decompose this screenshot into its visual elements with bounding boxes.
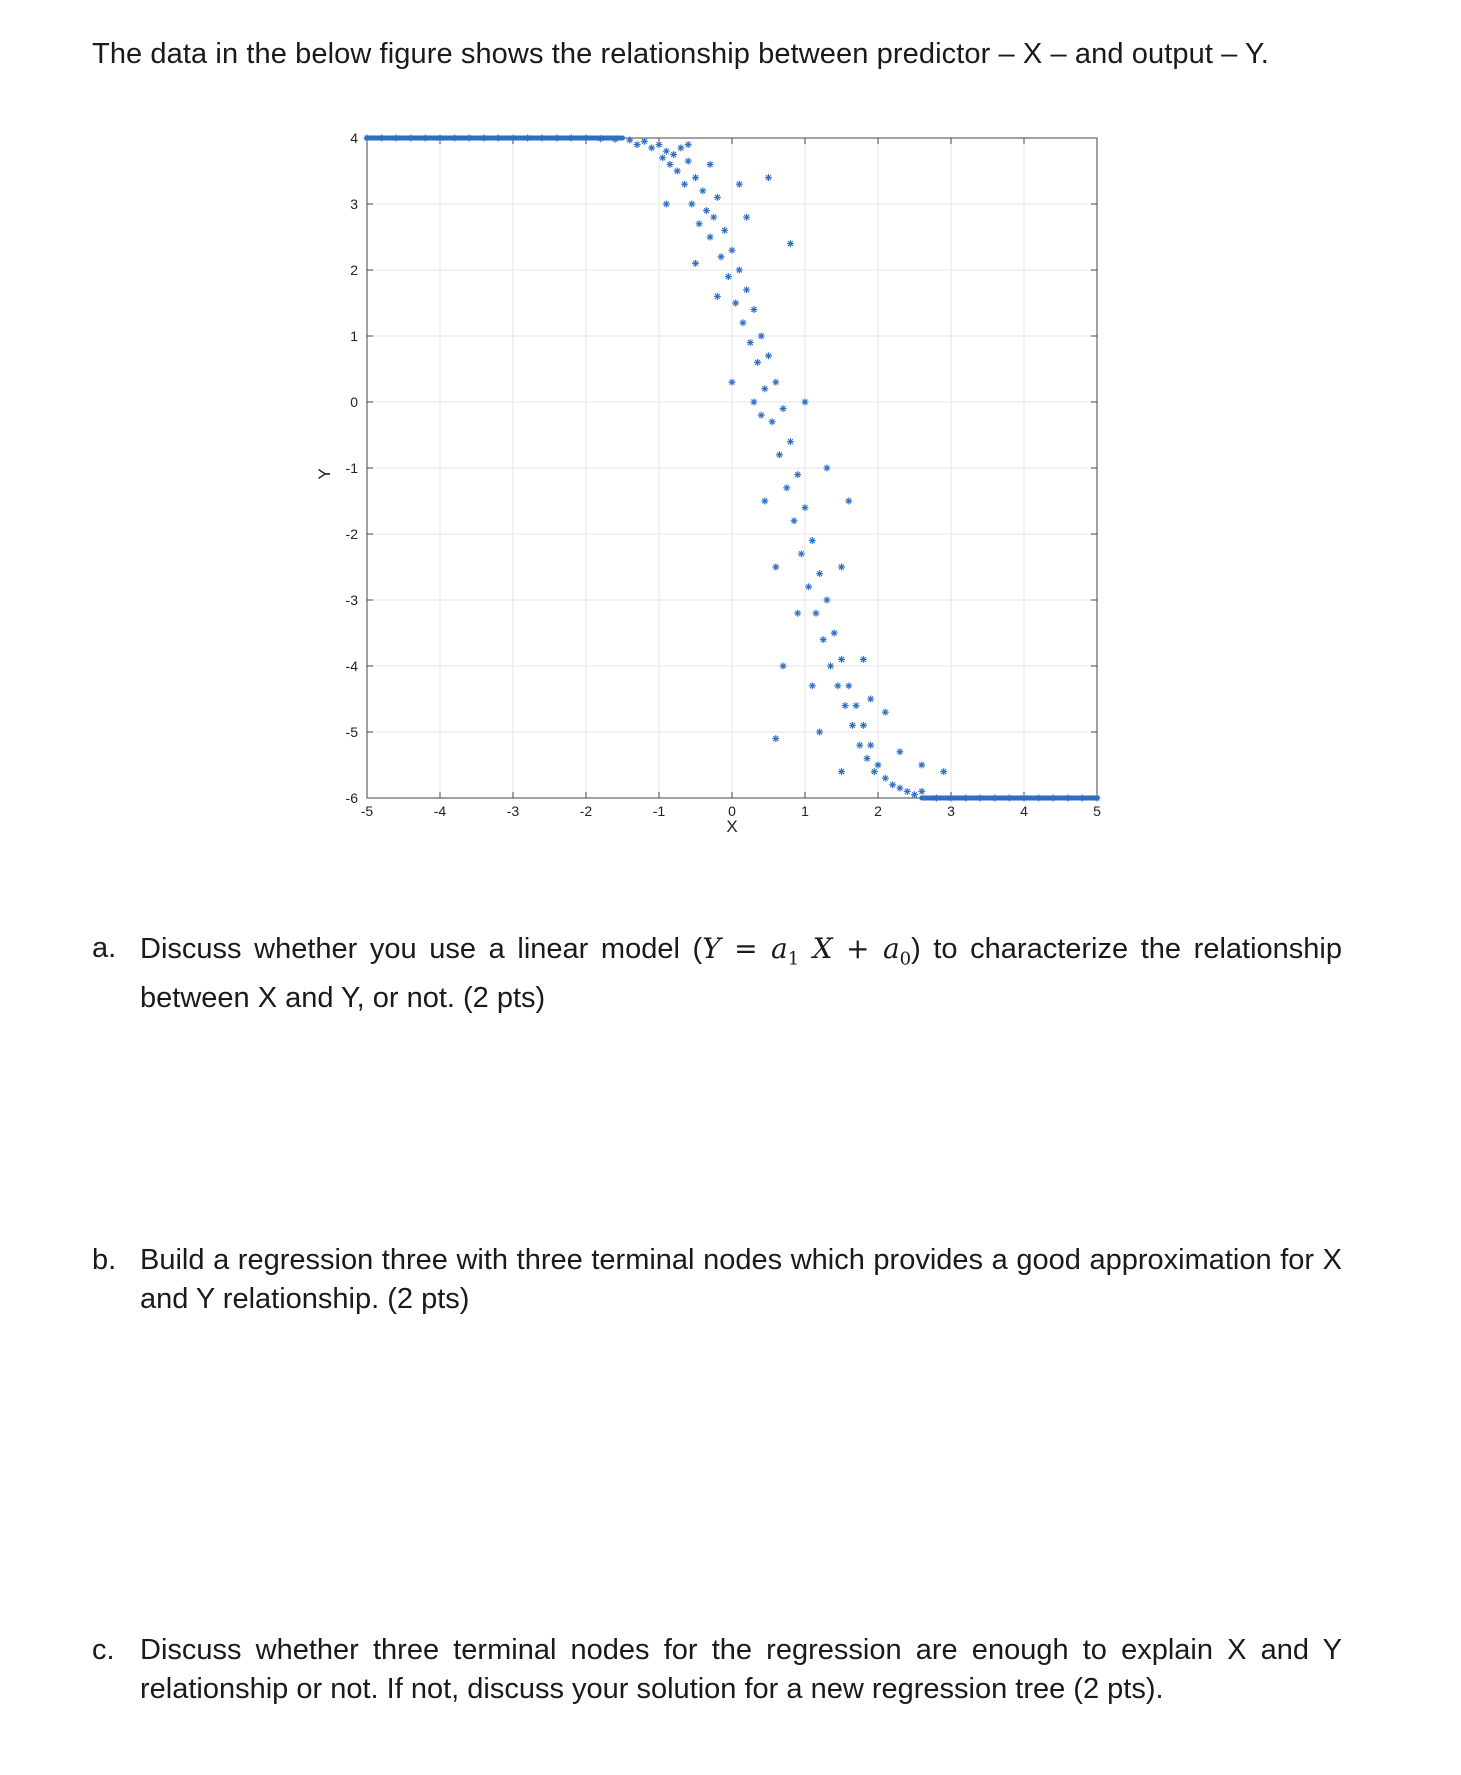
data-point bbox=[754, 359, 761, 366]
data-point bbox=[838, 656, 845, 663]
question-b-text: Build a regression three with three terminal nodes which provides a good approximation for X and Y relationship. (2 pts) bbox=[140, 1244, 1342, 1315]
data-point bbox=[809, 682, 816, 689]
data-point bbox=[772, 735, 779, 742]
data-point bbox=[780, 405, 787, 412]
data-point bbox=[820, 636, 827, 643]
y-tick-label: 3 bbox=[350, 196, 358, 212]
data-point bbox=[641, 138, 648, 145]
data-point bbox=[656, 141, 663, 148]
data-point bbox=[823, 465, 830, 472]
intro-text: The data in the below figure shows the relationship between predictor – X – and output – Y. bbox=[92, 38, 1269, 70]
data-point bbox=[867, 742, 874, 749]
data-point bbox=[707, 234, 714, 241]
question-b bbox=[92, 1241, 1342, 1319]
data-point bbox=[710, 214, 717, 221]
x-tick-label: -1 bbox=[652, 803, 666, 819]
x-tick-label: 2 bbox=[874, 803, 882, 819]
x-tick-label: -2 bbox=[579, 803, 593, 819]
data-point bbox=[812, 610, 819, 617]
data-point bbox=[681, 181, 688, 188]
y-tick-label: 0 bbox=[350, 394, 358, 410]
data-point bbox=[911, 791, 918, 798]
data-point bbox=[794, 471, 801, 478]
data-point bbox=[721, 227, 728, 234]
data-point bbox=[707, 161, 714, 168]
data-point bbox=[583, 135, 590, 142]
data-point bbox=[750, 399, 757, 406]
y-tick-label: -1 bbox=[345, 460, 358, 476]
data-point bbox=[732, 300, 739, 307]
question-c-text: Discuss whether three terminal nodes for the regression are enough to explain X and Y relationship or not. If not, discuss your solution for a new regression tree (2 pts). bbox=[140, 1634, 1342, 1705]
x-tick-label: -4 bbox=[433, 803, 447, 819]
data-point bbox=[677, 144, 684, 151]
data-point bbox=[805, 583, 812, 590]
data-point bbox=[772, 564, 779, 571]
data-point bbox=[780, 663, 787, 670]
data-point bbox=[758, 333, 765, 340]
data-point bbox=[896, 785, 903, 792]
data-point bbox=[856, 742, 863, 749]
data-point bbox=[834, 682, 841, 689]
data-point bbox=[853, 702, 860, 709]
x-tick-label: -5 bbox=[360, 803, 374, 819]
data-point bbox=[729, 247, 736, 254]
data-point bbox=[685, 158, 692, 165]
data-point bbox=[867, 696, 874, 703]
question-a-label: a. bbox=[92, 932, 117, 964]
data-point bbox=[882, 709, 889, 716]
axis-ticks bbox=[346, 130, 1102, 819]
question-a: a. Discuss whether you use a linear model ($Y = a_1$ $X + a_0$) to characterize the relationship between X and Y, or not. (2 pts) bbox=[92, 929, 1342, 1018]
data-point bbox=[809, 537, 816, 544]
data-point bbox=[918, 762, 925, 769]
data-point bbox=[816, 570, 823, 577]
question-c bbox=[92, 1631, 1342, 1709]
data-point bbox=[842, 702, 849, 709]
scatter-plot bbox=[300, 120, 1120, 860]
data-point bbox=[743, 214, 750, 221]
y-tick-label: 1 bbox=[350, 328, 358, 344]
data-point bbox=[692, 260, 699, 267]
data-point bbox=[948, 795, 955, 802]
data-point bbox=[634, 141, 641, 148]
data-point bbox=[838, 564, 845, 571]
data-point bbox=[798, 550, 805, 557]
data-point bbox=[1079, 795, 1086, 802]
data-point bbox=[802, 399, 809, 406]
data-point bbox=[750, 306, 757, 313]
data-point bbox=[670, 151, 677, 158]
x-tick-label: 4 bbox=[1020, 803, 1028, 819]
x-tick-label: 5 bbox=[1093, 803, 1101, 819]
data-point bbox=[696, 220, 703, 227]
data-point bbox=[736, 181, 743, 188]
question-b-label: b. bbox=[92, 1244, 117, 1276]
data-point bbox=[714, 194, 721, 201]
data-point bbox=[761, 385, 768, 392]
data-point bbox=[699, 187, 706, 194]
data-point bbox=[718, 253, 725, 260]
question-a-text-before: Discuss whether you use a linear model ( bbox=[140, 933, 703, 965]
y-tick-label: 4 bbox=[350, 130, 358, 146]
data-point bbox=[739, 319, 746, 326]
data-point bbox=[663, 148, 670, 155]
data-point bbox=[776, 451, 783, 458]
data-point bbox=[765, 352, 772, 359]
data-point bbox=[743, 286, 750, 293]
x-tick-label: -3 bbox=[506, 803, 520, 819]
x-tick-label: 1 bbox=[801, 803, 809, 819]
plot-grid bbox=[367, 138, 1097, 798]
data-point bbox=[823, 597, 830, 604]
data-point bbox=[918, 788, 925, 795]
y-tick-label: 2 bbox=[350, 262, 358, 278]
data-point bbox=[791, 517, 798, 524]
data-point bbox=[725, 273, 732, 280]
data-point bbox=[864, 755, 871, 762]
data-point bbox=[747, 339, 754, 346]
data-point bbox=[787, 438, 794, 445]
data-point bbox=[772, 379, 779, 386]
data-point bbox=[674, 168, 681, 175]
linear-model-formula: $Y = a_1$ $X + a_0$ bbox=[702, 932, 912, 970]
data-point bbox=[802, 504, 809, 511]
data-point bbox=[860, 722, 867, 729]
data-point bbox=[659, 154, 666, 161]
data-point bbox=[860, 656, 867, 663]
data-point bbox=[875, 762, 882, 769]
data-point bbox=[816, 729, 823, 736]
data-point bbox=[729, 379, 736, 386]
data-point bbox=[765, 174, 772, 181]
data-point bbox=[849, 722, 856, 729]
data-point bbox=[831, 630, 838, 637]
data-point bbox=[1035, 795, 1042, 802]
data-point bbox=[1021, 795, 1028, 802]
data-point bbox=[714, 293, 721, 300]
y-tick-label: -4 bbox=[345, 658, 358, 674]
data-point bbox=[871, 768, 878, 775]
data-point bbox=[794, 610, 801, 617]
data-point bbox=[1050, 795, 1057, 802]
y-tick-label: -5 bbox=[345, 724, 358, 740]
y-tick-label: -2 bbox=[345, 526, 358, 542]
y-axis-label: Y bbox=[315, 468, 334, 480]
data-point bbox=[688, 201, 695, 208]
data-point bbox=[940, 768, 947, 775]
data-point bbox=[703, 207, 710, 214]
data-point bbox=[736, 267, 743, 274]
data-point bbox=[889, 781, 896, 788]
y-tick-label: -6 bbox=[345, 790, 358, 806]
data-point bbox=[827, 663, 834, 670]
y-tick-label: -3 bbox=[345, 592, 358, 608]
data-point bbox=[845, 498, 852, 505]
data-point bbox=[692, 174, 699, 181]
data-point bbox=[991, 795, 998, 802]
data-point bbox=[769, 418, 776, 425]
data-point bbox=[904, 788, 911, 795]
data-point bbox=[1094, 795, 1101, 802]
data-point bbox=[783, 484, 790, 491]
question-c-label: c. bbox=[92, 1634, 115, 1666]
x-tick-label: 3 bbox=[947, 803, 955, 819]
data-point bbox=[761, 498, 768, 505]
x-axis-label: X bbox=[726, 817, 738, 836]
question-a-text-after: to characterize the relationship between X and Y, or not. (2 pts) bbox=[140, 933, 1342, 1014]
data-point bbox=[685, 141, 692, 148]
data-point bbox=[787, 240, 794, 247]
data-point bbox=[648, 144, 655, 151]
data-point bbox=[845, 682, 852, 689]
data-point bbox=[896, 748, 903, 755]
data-point bbox=[1064, 795, 1071, 802]
data-point bbox=[838, 768, 845, 775]
data-point bbox=[882, 775, 889, 782]
data-point bbox=[758, 412, 765, 419]
data-point bbox=[666, 161, 673, 168]
data-point bbox=[977, 795, 984, 802]
data-point bbox=[663, 201, 670, 208]
x-tick-label: 0 bbox=[728, 803, 736, 819]
